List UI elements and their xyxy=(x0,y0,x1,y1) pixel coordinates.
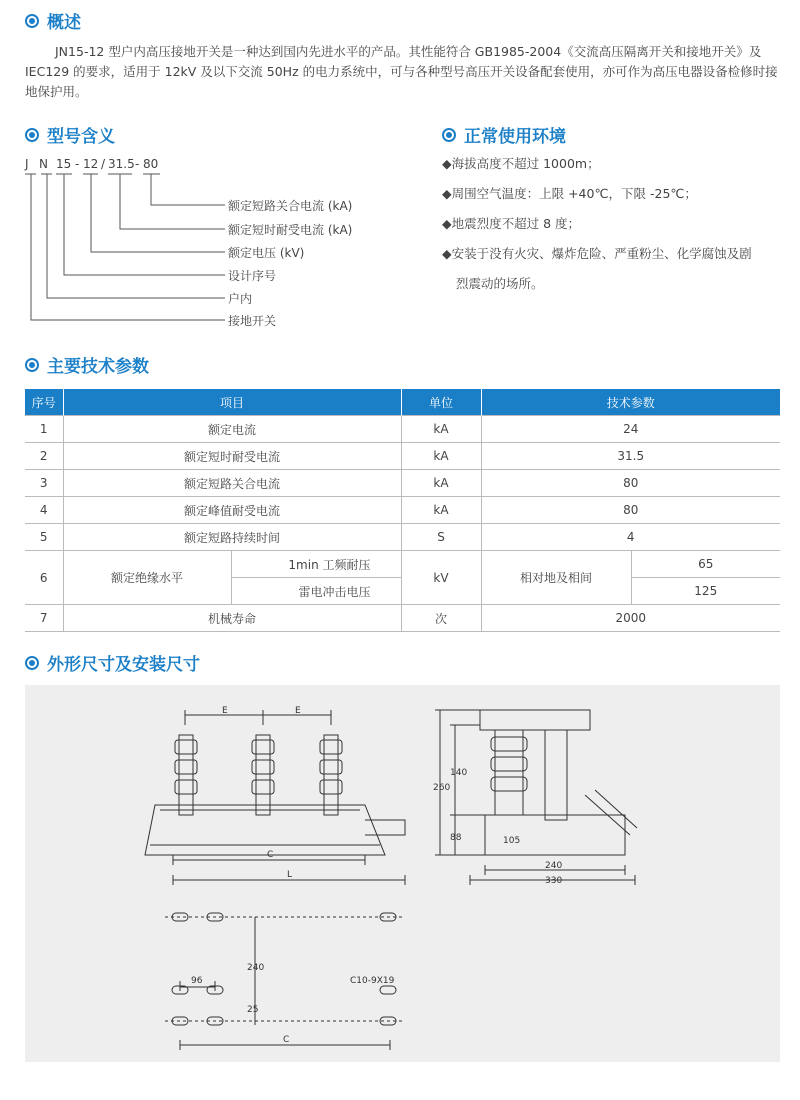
circle-bullet-icon xyxy=(442,128,456,142)
env-item: 烈震动的场所。 xyxy=(456,276,544,291)
table-row: 4 额定峰值耐受电流 kA 80 xyxy=(25,497,780,524)
table-row: 3 额定短路关合电流 kA 80 xyxy=(25,470,780,497)
dim-260: 260 xyxy=(433,783,451,793)
model-item: 额定短时耐受电流 (kA) xyxy=(228,223,353,237)
dim-88: 88 xyxy=(450,833,462,843)
dim-c: C xyxy=(267,850,274,860)
params-title: 主要技术参数 xyxy=(25,352,149,377)
dimensions-title: 外形尺寸及安装尺寸 xyxy=(25,650,200,675)
env-item: ◆地震烈度不超过 8 度； xyxy=(442,216,581,231)
dim-140: 140 xyxy=(450,768,468,778)
dimension-drawing xyxy=(25,685,780,1062)
circle-bullet-icon xyxy=(25,358,39,372)
model-title: 型号含义 xyxy=(25,122,115,147)
mounting-slot xyxy=(172,913,396,1025)
params-table xyxy=(25,389,780,632)
env-item: ◆周围空气温度：上限 +40℃，下限 -25℃； xyxy=(442,186,697,201)
table-row: 1 额定电流 kA 24 xyxy=(25,416,780,443)
dim-slot: C10-9X19 xyxy=(350,976,395,986)
circle-bullet-icon xyxy=(25,656,39,670)
table-row: 雷电冲击电压 125 xyxy=(25,578,780,605)
table-header: 序号 项目 单位 技术参数 xyxy=(25,389,780,416)
front-insulator xyxy=(175,735,197,815)
model-item: 额定短路关合电流 (kA) xyxy=(228,199,353,213)
dim-25: 25 xyxy=(247,1005,259,1015)
dim-c-bottom: C xyxy=(283,1035,290,1045)
model-item: 设计序号 xyxy=(228,269,277,283)
model-tree-lines xyxy=(0,0,260,340)
dim-e2: E xyxy=(295,706,301,716)
front-insulator xyxy=(320,735,342,815)
overview-title: 概述 xyxy=(25,8,81,33)
dim-e1: E xyxy=(222,706,228,716)
dim-240b: 240 xyxy=(247,963,265,973)
model-item: 接地开关 xyxy=(228,314,277,328)
table-row: 5 额定短路持续时间 S 4 xyxy=(25,524,780,551)
dim-240: 240 xyxy=(545,861,563,871)
front-insulator xyxy=(252,735,274,815)
env-item: ◆安装于没有火灾、爆炸危险、严重粉尘、化学腐蚀及剧 xyxy=(442,246,752,261)
technical-drawing-svg xyxy=(25,685,780,1062)
table-row: 2 额定短时耐受电流 kA 31.5 xyxy=(25,443,780,470)
dim-105: 105 xyxy=(503,836,521,846)
dim-96: 96 xyxy=(191,976,203,986)
dim-330: 330 xyxy=(545,876,563,886)
table-row: 6 额定绝缘水平 1min 工频耐压 kV 相对地及相间 65 xyxy=(25,551,780,578)
table-row: 7 机械寿命 次 2000 xyxy=(25,605,780,632)
env-item: ◆海拔高度不超过 1000m； xyxy=(442,156,600,171)
dim-l: L xyxy=(287,870,293,880)
model-item: 户内 xyxy=(228,292,253,306)
overview-text: JN15-12 型户内高压接地开关是一种达到国内先进水平的产品。其性能符合 GB1985-2004《交流高压隔离开关和接地开关》及 IEC129 的要求，适用于 12kV 及以下交流 50Hz 的电力系统中，可与各种型号高压开关设备配套使用，亦可作为高压电器设备检修时接地保护用。 xyxy=(25,44,778,99)
model-item: 额定电压 (kV) xyxy=(228,246,305,260)
environment-title: 正常使用环境 xyxy=(442,122,566,147)
